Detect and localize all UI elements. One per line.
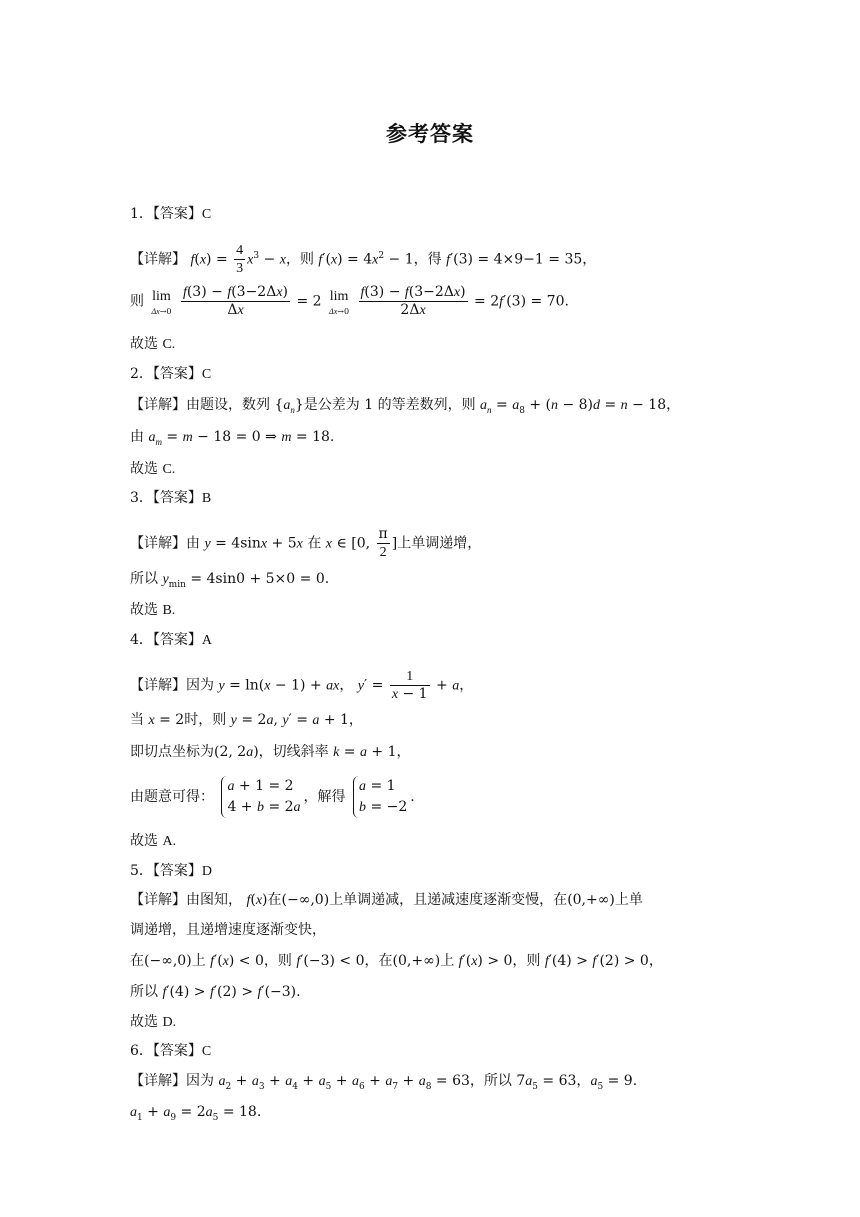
- q5-line2: 调递增，且递增速度逐渐变快，: [130, 922, 326, 938]
- q6-line2: $a_1 + a_9 = 2a_5 = 18$.: [130, 1104, 262, 1123]
- q4-line3: 即切点坐标为(2, 2a)，切线斜率 k = a + 1，: [130, 744, 411, 760]
- q4-choice-line: 故选 A.: [130, 833, 177, 849]
- q1-detail-line: 【详解】 f(x) = $\frac{4}{3}$ $x^3 - x$，则 $f'(x) = 4x^2 - 1$，得 f′(3) = 4×9−1 = 35，: [130, 243, 597, 276]
- q5-line3: 在(−∞,0)上 f′(x) < 0，则 f′(−3) < 0，在(0,+∞)上 f′(x) > 0，则 f′(4) > f′(2) > 0，: [130, 953, 663, 969]
- q4-line2: 当 x = 2时，则 y = 2a, y′ = a + 1，: [130, 712, 363, 728]
- q6-detail-line: 【详解】因为 $a_2 + a_3 + a_4 + a_5 + a_6 + a_7 + a_8 = 63$，所以 $7a_5 = 63$，$a_5 = 9$.: [130, 1073, 638, 1092]
- q5-choice-line: 故选 D.: [130, 1014, 177, 1030]
- q6-answer-line: 6．【答案】C: [130, 1043, 212, 1059]
- q5-detail-line: 【详解】由图知， f(x)在(−∞,0)上单调递减，且递减速度逐渐变慢，在(0,+∞)上单: [130, 892, 643, 908]
- page-title: 参考答案: [386, 122, 474, 146]
- q4-detail-line: 【详解】因为 y = ln(x − 1) + ax， y′ = $\frac{1}{x - 1}$ + a，: [130, 669, 474, 702]
- q2-line2: 由 $a_m = m - 18 = 0$ ⇒ m = 18.: [130, 429, 335, 447]
- q3-line2: 所以 $y_{min} = 4\sin 0 + 5\times 0 = 0$.: [130, 571, 330, 590]
- q3-choice-line: 故选 B.: [130, 602, 176, 618]
- q1-answer-line: 1．【答案】C: [130, 206, 212, 222]
- q1-limit-line: 则 lim Δx→0 $\frac{f(3) - f(3-2\Delta x)}{\Delta x}$ = 2 lim Δx→0 $\frac{f(3) - f(3-2\Delta x)}{2\Delta x}$ = 2f′(3) = 70.: [130, 284, 569, 318]
- q5-answer-line: 5．【答案】D: [130, 863, 213, 879]
- q2-detail-line: 【详解】由题设，数列 $\{a_n\}$是公差为 1 的等差数列，则 $a_n = a_8 + (n - 8)d = n - 18$，: [130, 397, 681, 416]
- q3-detail-line: 【详解】由 y = 4sinx + 5x 在 x ∈ [0, $\frac{\pi}{2}$ ]上单调递增，: [130, 526, 482, 560]
- q5-line4: 所以 f′(4) > f′(2) > f′(−3).: [130, 984, 301, 1000]
- q2-choice-line: 故选 C.: [130, 461, 176, 477]
- q4-line4: 由题意可得： a + 1 = 2 4 + b = 2a ，解得 a = 1 b = −2 .: [130, 776, 415, 818]
- q4-answer-line: 4．【答案】A: [130, 632, 213, 648]
- q2-answer-line: 2．【答案】C: [130, 366, 212, 382]
- q3-answer-line: 3．【答案】B: [130, 490, 212, 506]
- q1-choice-line: 故选 C.: [130, 336, 176, 352]
